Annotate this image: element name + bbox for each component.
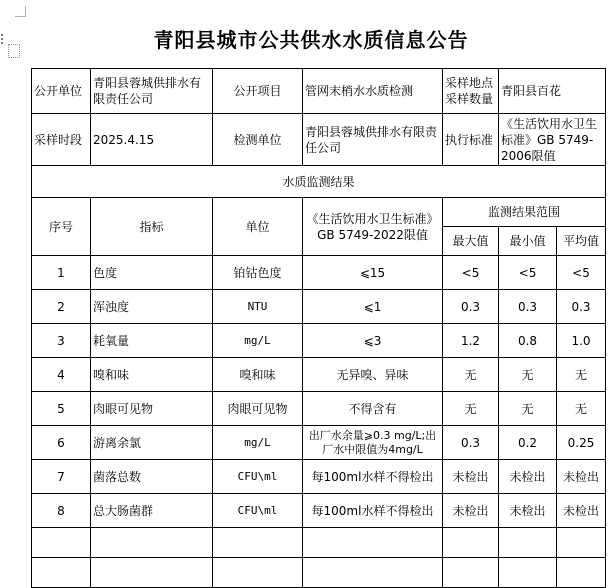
row-indicator: 游离余氯	[91, 426, 213, 460]
section-title: 水质监测结果	[32, 166, 606, 198]
row-min: 无	[499, 358, 557, 392]
row-max: 1.2	[443, 324, 499, 358]
row-max: 未检出	[443, 460, 499, 494]
row-no: 7	[32, 460, 91, 494]
col-header-range: 监测结果范围	[443, 198, 606, 227]
table-row	[32, 494, 606, 528]
disclosure-item-value: 管网末梢水水质检测	[303, 69, 443, 114]
section-title-row	[32, 166, 606, 198]
row-no: 5	[32, 392, 91, 426]
row-min: 0.2	[499, 426, 557, 460]
row-no: 8	[32, 494, 91, 528]
row-limit: 无异嗅、异味	[303, 358, 443, 392]
testing-unit-label: 检测单位	[213, 114, 303, 166]
row-min: 未检出	[499, 460, 557, 494]
row-max: 0.3	[443, 426, 499, 460]
row-no: 6	[32, 426, 91, 460]
row-max: <5	[443, 256, 499, 290]
page-corner-marker	[15, 6, 26, 17]
row-unit: mg/L	[213, 324, 303, 358]
sampling-location-value: 青阳县百花	[499, 69, 606, 114]
sampling-location-label: 采样地点采样数量	[443, 69, 499, 114]
table-row	[32, 358, 606, 392]
row-no: 3	[32, 324, 91, 358]
row-limit: ⩽15	[303, 256, 443, 290]
table-row	[32, 290, 606, 324]
row-limit: 出厂水余量⩾0.3 mg/L;出厂水中限值为4mg/L	[303, 426, 443, 460]
col-header-unit: 单位	[213, 198, 303, 256]
row-no: 4	[32, 358, 91, 392]
empty-row	[32, 528, 606, 558]
col-header-limit: 《生活饮用水卫生标准》GB 5749-2022限值	[303, 198, 443, 256]
row-max: 无	[443, 392, 499, 426]
row-limit: 不得含有	[303, 392, 443, 426]
row-unit: CFU\ml	[213, 460, 303, 494]
row-min: 0.8	[499, 324, 557, 358]
col-header-min: 最小值	[499, 227, 557, 256]
row-limit: 每100ml水样不得检出	[303, 494, 443, 528]
sampling-period-label: 采样时段	[32, 114, 91, 166]
row-avg: 无	[557, 392, 606, 426]
header-row-1	[32, 69, 606, 114]
row-limit: ⩽3	[303, 324, 443, 358]
col-header-indicator: 指标	[91, 198, 213, 256]
row-limit: 每100ml水样不得检出	[303, 460, 443, 494]
table-row	[32, 460, 606, 494]
row-no: 2	[32, 290, 91, 324]
table-row	[32, 392, 606, 426]
testing-unit-value: 青阳县蓉城供排水有限责任公司	[303, 114, 443, 166]
row-max: 无	[443, 358, 499, 392]
sampling-period-value: 2025.4.15	[91, 114, 213, 166]
row-unit: 嗅和味	[213, 358, 303, 392]
empty-row	[32, 558, 606, 588]
disclosure-unit-value: 青阳县蓉城供排水有限责任公司	[91, 69, 213, 114]
row-max: 未检出	[443, 494, 499, 528]
row-min: 未检出	[499, 494, 557, 528]
row-avg: 0.3	[557, 290, 606, 324]
row-avg: <5	[557, 256, 606, 290]
row-avg: 未检出	[557, 460, 606, 494]
row-no: 1	[32, 256, 91, 290]
disclosure-unit-label: 公开单位	[32, 69, 91, 114]
row-indicator: 浑浊度	[91, 290, 213, 324]
row-indicator: 总大肠菌群	[91, 494, 213, 528]
row-indicator: 色度	[91, 256, 213, 290]
header-row-2	[32, 114, 606, 166]
row-indicator: 嗅和味	[91, 358, 213, 392]
column-header-row-1	[32, 198, 606, 227]
row-avg: 1.0	[557, 324, 606, 358]
page-title: 青阳县城市公共供水水质信息公告	[153, 28, 469, 52]
row-indicator: 耗氧量	[91, 324, 213, 358]
row-indicator: 菌落总数	[91, 460, 213, 494]
row-min: 无	[499, 392, 557, 426]
table-row	[32, 256, 606, 290]
row-max: 0.3	[443, 290, 499, 324]
row-indicator: 肉眼可见物	[91, 392, 213, 426]
col-header-max: 最大值	[443, 227, 499, 256]
row-min: 0.3	[499, 290, 557, 324]
water-quality-table	[31, 68, 606, 588]
row-unit: 铂钴色度	[213, 256, 303, 290]
row-limit: ⩽1	[303, 290, 443, 324]
col-header-no: 序号	[32, 198, 91, 256]
table-row	[32, 426, 606, 460]
row-unit: mg/L	[213, 426, 303, 460]
row-avg: 无	[557, 358, 606, 392]
standard-label: 执行标准	[443, 114, 499, 166]
row-unit: CFU\ml	[213, 494, 303, 528]
row-avg: 未检出	[557, 494, 606, 528]
row-avg: 0.25	[557, 426, 606, 460]
standard-value: 《生活饮用水卫生标准》GB 5749-2006限值	[499, 114, 606, 166]
row-unit: NTU	[213, 290, 303, 324]
col-header-avg: 平均值	[557, 227, 606, 256]
disclosure-item-label: 公开项目	[213, 69, 303, 114]
row-min: <5	[499, 256, 557, 290]
table-row	[32, 324, 606, 358]
row-unit: 肉眼可见物	[213, 392, 303, 426]
